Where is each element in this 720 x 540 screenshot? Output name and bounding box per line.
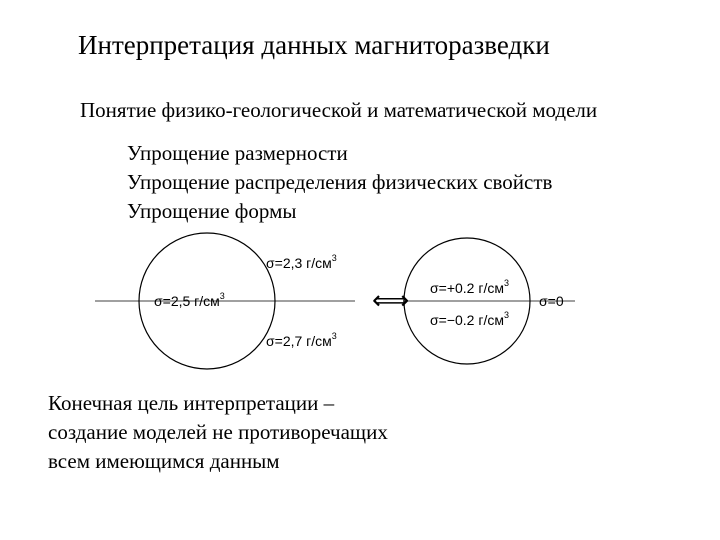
conclusion-text (48, 389, 388, 476)
left-body-density-label: σ=2,5 $г/см^3$ (154, 291, 225, 309)
right-host-density-label: σ=0 (539, 293, 564, 309)
left-lower-density-label: σ=2,7 $г/см^3$ (266, 331, 337, 349)
right-density-model (403, 238, 575, 364)
bullet-shape: Упрощение формы (127, 199, 297, 223)
right-upper-density-label: σ=+0.2 $г/см^3$ (430, 278, 509, 296)
left-density-model (95, 233, 355, 369)
bullet-property-distribution: Упрощение распределения физических свойств (127, 170, 553, 194)
left-upper-density-label: σ=2,3 $г/см^3$ (266, 253, 337, 271)
slide-subtitle: Понятие физико-геологической и математической модели (80, 98, 598, 122)
right-lower-density-label: σ=−0.2 $г/см^3$ (430, 310, 509, 328)
bullet-dimension: Упрощение размерности (127, 141, 348, 165)
conclusion-line-1: Конечная цель интерпретации – (48, 391, 335, 415)
equivalence-arrow-icon: ⟺ (372, 286, 410, 316)
conclusion-line-3: всем имеющимся данным (48, 449, 280, 473)
slide-title: Интерпретация данных магниторазведки (78, 30, 550, 60)
conclusion-line-2: создание моделей не противоречащих (48, 420, 388, 444)
